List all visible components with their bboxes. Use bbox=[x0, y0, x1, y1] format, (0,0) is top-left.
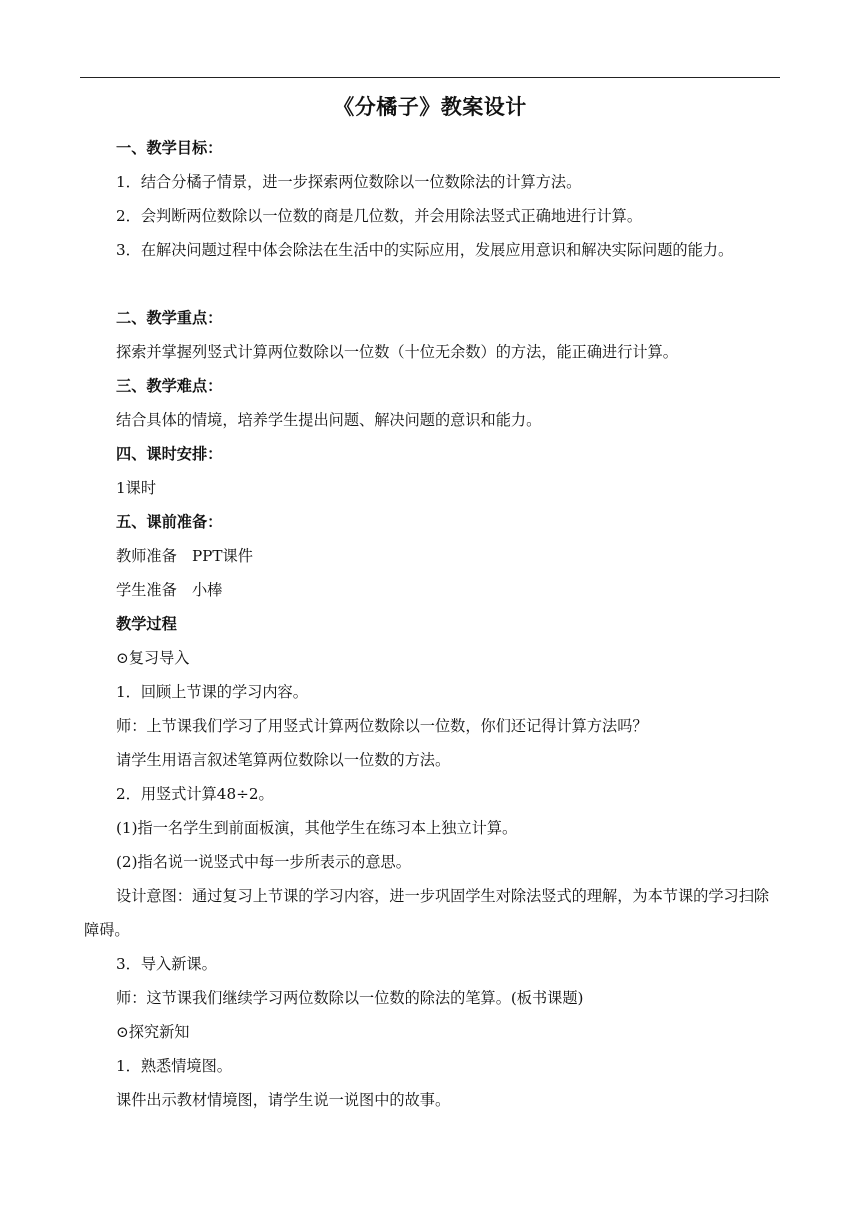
review-step-2: 2．用竖式计算48÷2。 bbox=[116, 785, 274, 803]
teacher-preparation: 教师准备 PPT课件 bbox=[116, 547, 253, 565]
schedule-heading: 四、课时安排： bbox=[116, 445, 223, 463]
explore-step-1: 1．熟悉情境图。 bbox=[116, 1057, 232, 1075]
document-title: 《分橘子》教案设计 bbox=[333, 94, 527, 119]
goal-item-1: 1．结合分橘子情景，进一步探索两位数除以一位数除法的计算方法。 bbox=[116, 173, 582, 191]
review-step-1-teacher: 师：上节课我们学习了用竖式计算两位数除以一位数，你们还记得计算方法吗？ bbox=[116, 717, 648, 735]
review-step-2-a: (1)指一名学生到前面板演，其他学生在练习本上独立计算。 bbox=[116, 819, 518, 837]
explore-step-1-text: 课件出示教材情境图，请学生说一说图中的故事。 bbox=[116, 1091, 451, 1109]
student-preparation: 学生准备 小棒 bbox=[116, 581, 223, 599]
review-step-1: 1．回顾上节课的学习内容。 bbox=[116, 683, 308, 701]
review-section-heading: ⊙复习导入 bbox=[116, 649, 190, 667]
key-points-heading: 二、教学重点： bbox=[116, 309, 223, 327]
schedule-text: 1课时 bbox=[116, 479, 157, 497]
difficulty-text: 结合具体的情境，培养学生提出问题、解决问题的意识和能力。 bbox=[116, 411, 542, 429]
header-rule bbox=[80, 77, 780, 78]
key-points-text: 探索并掌握列竖式计算两位数除以一位数（十位无余数）的方法，能正确进行计算。 bbox=[116, 343, 678, 361]
teaching-process-heading: 教学过程 bbox=[116, 615, 177, 633]
review-step-1-student: 请学生用语言叙述笔算两位数除以一位数的方法。 bbox=[116, 751, 451, 769]
goal-item-3: 3．在解决问题过程中体会除法在生活中的实际应用，发展应用意识和解决实际问题的能力。 bbox=[116, 241, 734, 259]
review-step-2-b: (2)指名说一说竖式中每一步所表示的意思。 bbox=[116, 853, 411, 871]
review-step-3: 3．导入新课。 bbox=[116, 955, 217, 973]
design-intent: 设计意图：通过复习上节课的学习内容，进一步巩固学生对除法竖式的理解，为本节课的学习扫除障碍。 bbox=[84, 887, 770, 939]
goal-item-2: 2．会判断两位数除以一位数的商是几位数，并会用除法竖式正确地进行计算。 bbox=[116, 207, 643, 225]
explore-section-heading: ⊙探究新知 bbox=[116, 1023, 190, 1041]
goals-heading: 一、教学目标： bbox=[116, 139, 223, 157]
review-step-3-teacher: 师：这节课我们继续学习两位数除以一位数的除法的笔算。(板书课题) bbox=[116, 989, 584, 1007]
difficulty-heading: 三、教学难点： bbox=[116, 377, 223, 395]
preparation-heading: 五、课前准备： bbox=[116, 513, 223, 531]
